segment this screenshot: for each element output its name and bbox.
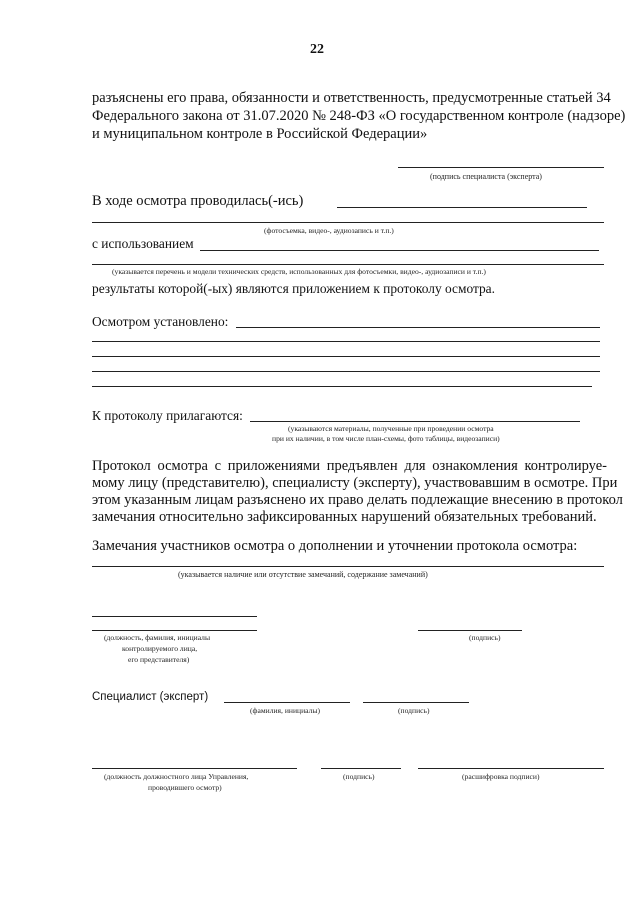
devices-line-2[interactable] [92,264,604,265]
official-signature-caption: (подпись) [343,772,375,781]
specialist-signature-line-bottom[interactable] [363,702,469,703]
established-label: Осмотром установлено: [92,314,229,329]
controlled-person-caption-2: контролируемого лица, [122,644,198,653]
controlled-person-signature-line[interactable] [418,630,522,631]
page-number: 22 [310,42,324,57]
official-caption-2: проводившего осмотр) [148,783,222,792]
remarks-caption: (указывается наличие или отсутствие замечаний, содержание замечаний) [178,570,428,579]
remarks-line[interactable] [92,566,604,567]
using-label: с использованием [92,236,194,251]
controlled-person-line-2[interactable] [92,630,257,631]
official-signature-line[interactable] [321,768,401,769]
official-caption-1: (должность должностного лица Управления, [104,772,249,781]
official-position-line[interactable] [92,768,297,769]
specialist-label: Специалист (эксперт) [92,691,209,703]
established-line-2[interactable] [92,341,600,342]
attached-label: К протоколу прилагаются: [92,408,243,423]
attached-line[interactable] [250,421,580,422]
specialist-signature-caption: (подпись специалиста (эксперта) [430,172,542,181]
attached-caption-1: (указываются материалы, полученные при проведении осмотра [288,424,494,433]
protocol-line-2: мому лицу (представителю), специалисту (эксперту), участвовавшим в осмотре. При [92,475,618,491]
attached-caption-2: при их наличии, в том числе план-схемы, фото таблицы, видеозаписи) [272,434,500,443]
controlled-person-caption-3: его представителя) [128,655,190,664]
intro-line-2: Федерального закона от 31.07.2020 № 248-ФЗ «О государственном контроле (надзоре) [92,108,626,124]
controlled-person-caption-1: (должность, фамилия, инициалы [104,633,211,642]
protocol-line-4: замечания относительно зафиксированных нарушений обязательных требований. [92,509,597,525]
devices-line-1[interactable] [200,250,599,251]
intro-line-1: разъяснены его права, обязанности и ответственность, предусмотренные статьей 34 [92,90,611,106]
media-type-line-1[interactable] [337,207,587,208]
during-inspection-label: В ходе осмотра проводилась(-ись) [92,193,304,209]
official-decoding-line[interactable] [418,768,604,769]
established-line-3[interactable] [92,356,600,357]
media-type-line-2[interactable] [92,222,604,223]
protocol-line-1: Протокол осмотра с приложениями предъявлен для ознакомления контролируе- [92,458,607,474]
established-line-5[interactable] [92,386,592,387]
specialist-signature-line[interactable] [398,167,604,168]
established-line-1[interactable] [236,327,600,328]
controlled-person-line-1[interactable] [92,616,257,617]
remarks-label: Замечания участников осмотра о дополнении и уточнении протокола осмотра: [92,538,578,554]
established-line-4[interactable] [92,371,600,372]
specialist-name-caption: (фамилия, инициалы) [250,706,321,715]
protocol-line-3: этом указанным лицам разъяснено их право делать подлежащие внесению в протокол [92,492,623,508]
devices-caption: (указывается перечень и модели технических средств, использованных для фотосъемки, видео-, аудиозаписи и т.п.) [112,267,486,276]
specialist-name-line[interactable] [224,702,350,703]
controlled-person-signature-caption: (подпись) [469,633,501,642]
media-types-caption: (фотосъемка, видео-, аудиозапись и т.п.) [264,226,394,235]
intro-line-3: и муниципальном контроле в Российской Федерации» [92,126,428,142]
specialist-signature-caption-bottom: (подпись) [398,706,430,715]
official-decoding-caption: (расшифровка подписи) [462,772,540,781]
results-text: результаты которой(-ых) являются приложением к протоколу осмотра. [92,281,495,296]
